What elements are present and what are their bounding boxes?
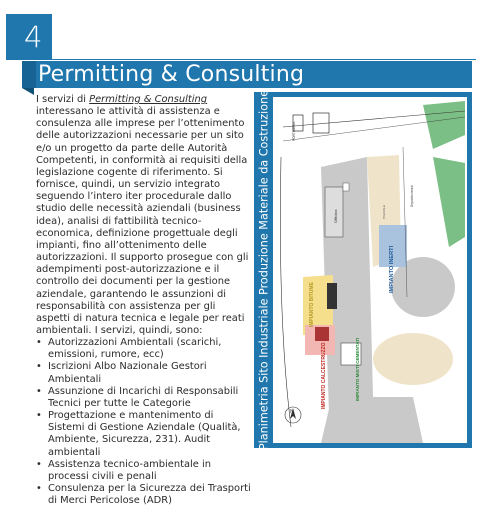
calcestruzzo-plant: [315, 327, 329, 341]
impianto-bitume-label: IMPIANTO BITUME: [309, 282, 315, 327]
site-plan-map: [273, 97, 467, 443]
intro-lead: I servizi di: [36, 94, 90, 105]
list-item: • Assunzione di Incarichi di Responsabili Tecnici per tutte le Categorie: [36, 386, 251, 410]
list-item: • Autorizzazioni Ambientali (scarichi, emissioni, rumore, ecc): [36, 337, 251, 361]
services-list: [36, 337, 251, 507]
site-plan-drawing: [273, 97, 467, 443]
body-text: [36, 94, 251, 507]
stockpile-area: [373, 333, 453, 385]
small-building: [343, 183, 349, 191]
banner-shade: [22, 61, 36, 88]
top-rule: [52, 59, 476, 60]
intro-link: Permitting & Consulting: [89, 94, 208, 105]
deposito-label: Deposito mezzi: [410, 185, 414, 207]
north-label: N: [290, 409, 294, 415]
impianto-misti-label: IMPIANTO MISTI CEMENTATI: [355, 337, 360, 401]
list-item: • Assistenza tecnico-ambientale in processi civili e penali: [36, 459, 251, 483]
list-item: • Iscrizioni Albo Nazionale Gestori Ambientali: [36, 361, 251, 385]
portineria-label: PORTINERIA: [292, 121, 296, 141]
impianto-inerti-label: IMPIANTO INERTI: [389, 245, 395, 293]
intro-paragraph: [36, 94, 251, 337]
site-plan-title-strip: [254, 89, 273, 451]
page-title: Permitting & Consulting: [38, 62, 305, 87]
intro-rest: interessano le attività di assistenza e consulenza alle imprese per l’ottenimento delle autorizzazioni necessarie per un sito e/o un progetto da parte delle Autorità Competenti, in conformità ai requisiti della legislazione cogente di riferimento. Si fornisce, quindi, un servizio integrato seguendo l’intero iter procedurale dallo studio delle necessità aziendali (business idea), analisi di fattibilità tecnico-economica, definizione progettuale degli impianti, fino all’ottenimento delle autorizzazioni. Il supporto prosegue con gli adempimenti post-autorizzazione e il controllo dei documenti per la gestione aziendale, garantendo le assunzioni di responsabilità con assistenza per gli aspetti di natura tecnica e legale per reati ambientali. I servizi, quindi, sono:: [36, 106, 249, 336]
bitume-plant: [327, 283, 337, 309]
piazzale-label: PIAZZALE: [382, 204, 386, 219]
title-banner: [22, 61, 472, 88]
banner-notch: [22, 88, 34, 95]
section-number-box: [6, 14, 52, 60]
section-number: 4: [24, 20, 43, 54]
officina-label: Officina: [333, 209, 338, 223]
impianto-calcestruzzo-label: IMPIANTO CALCESTRUZZO: [321, 342, 327, 409]
list-item: • Consulenza per la Sicurezza dei Trasporti di Merci Pericolose (ADR): [36, 483, 251, 507]
list-item: • Progettazione e mantenimento di Sistemi di Gestione Aziendale (Qualità, Ambiente, Sicurezza, 231). Audit ambientali: [36, 410, 251, 459]
site-plan-title: Planimetria Sito Industriale Produzione Materiale da Costruzione: [257, 89, 270, 451]
